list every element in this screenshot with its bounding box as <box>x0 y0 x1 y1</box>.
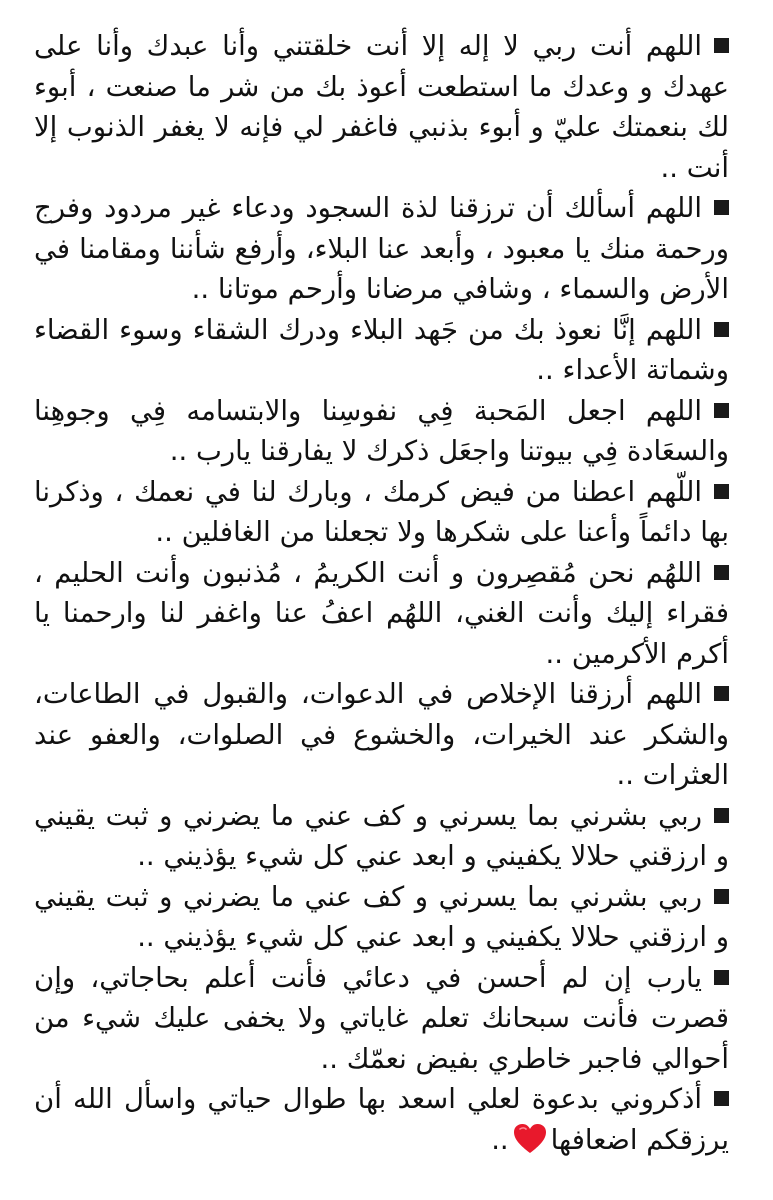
dua-paragraph-8 <box>34 796 729 877</box>
closing-paragraph <box>34 1079 729 1160</box>
dua-text-10: يارب إن لم أحسن في دعائي فأنت أعلم بحاجاتي، وإن قصرت فأنت سبحانك تعلم غاياتي ولا يخفى عليك شيء من أحوالي فاجبر خاطري بفيض نعمّك .. <box>34 961 729 1075</box>
square-bullet-icon <box>714 889 729 904</box>
square-bullet-icon <box>714 1091 729 1106</box>
square-bullet-icon <box>714 200 729 215</box>
red-heart-icon <box>513 1123 547 1155</box>
dua-text-7: اللهم أرزقنا الإخلاص في الدعوات، والقبول في الطاعات، والشكر عند الخيرات، والخشوع في الصلوات، والعفو عند العثرات .. <box>34 678 729 791</box>
square-bullet-icon <box>714 565 729 580</box>
dua-paragraph-4 <box>34 391 729 472</box>
square-bullet-icon <box>714 322 729 337</box>
dua-text-6: اللهُم نحن مُقصِرون و أنت الكريمُ ، مُذنبون وأنت الحليم ، فقراء إليك وأنت الغني، اللهُم اعفُ عنا واغفر لنا وارحمنا يا أكرم الأكرمين .. <box>34 556 729 670</box>
dua-paragraph-6 <box>34 553 729 675</box>
closing-ellipsis: .. <box>491 1123 509 1156</box>
square-bullet-icon <box>714 970 729 985</box>
dua-text-1: اللهم أنت ربي لا إله إلا أنت خلقتني وأنا عبدك وأنا على عهدك و وعدك ما استطعت أعوذ بك من شر ما صنعت ، أبوء لك بنعمتك عليّ و أبوء بذنبي فاغفر لي فإنه لا يغفر الذنوب إلا أنت .. <box>34 30 729 184</box>
square-bullet-icon <box>714 484 729 499</box>
dua-paragraph-9 <box>34 877 729 958</box>
dua-paragraph-2 <box>34 188 729 310</box>
dua-text-8: ربي بشرني بما يسرني و كف عني ما يضرني و ثبت يقيني و ارزقني حلالا يكفيني و ابعد عني كل شيء يؤذيني .. <box>34 799 729 872</box>
square-bullet-icon <box>714 38 729 53</box>
dua-paragraph-3 <box>34 310 729 391</box>
square-bullet-icon <box>714 808 729 823</box>
dua-text-5: اللّهم اعطنا من فيض كرمك ، وبارك لنا في نعمك ، وذكرنا بها دائماً وأعنا على شكرها ولا تجعلنا من الغافلين .. <box>34 475 729 548</box>
dua-text-3: اللهم إنَّا نعوذ بك من جَهد البلاء ودرك الشقاء وسوء القضاء وشماتة الأعداء .. <box>34 313 729 386</box>
square-bullet-icon <box>714 686 729 701</box>
square-bullet-icon <box>714 403 729 418</box>
dua-paragraph-7 <box>34 674 729 796</box>
dua-paragraph-10 <box>34 958 729 1080</box>
dua-text-4: اللهم اجعل المَحبة فِي نفوسِنا والابتسامه فِي وجوهِنا والسعَادة فِي بيوتنا واجعَل ذكرك لا يفارقنا يارب .. <box>34 394 729 467</box>
dua-text-2: اللهم أسألك أن ترزقنا لذة السجود ودعاء غير مردود وفرج ورحمة منك يا معبود ، وأبعد عنا البلاء، وأرفع شأننا ومقامنا في الأرض والسماء ، وشافي مرضانا وأرحم موتانا .. <box>34 192 729 305</box>
closing-text: أذكروني بدعوة لعلي اسعد بها طوال حياتي واسأل الله أن يرزقكم اضعافها <box>34 1083 729 1156</box>
dua-paragraph-5 <box>34 472 729 553</box>
dua-paragraph-1 <box>34 26 729 188</box>
dua-text-9: ربي بشرني بما يسرني و كف عني ما يضرني و ثبت يقيني و ارزقني حلالا يكفيني و ابعد عني كل شيء يؤذيني .. <box>34 880 729 953</box>
